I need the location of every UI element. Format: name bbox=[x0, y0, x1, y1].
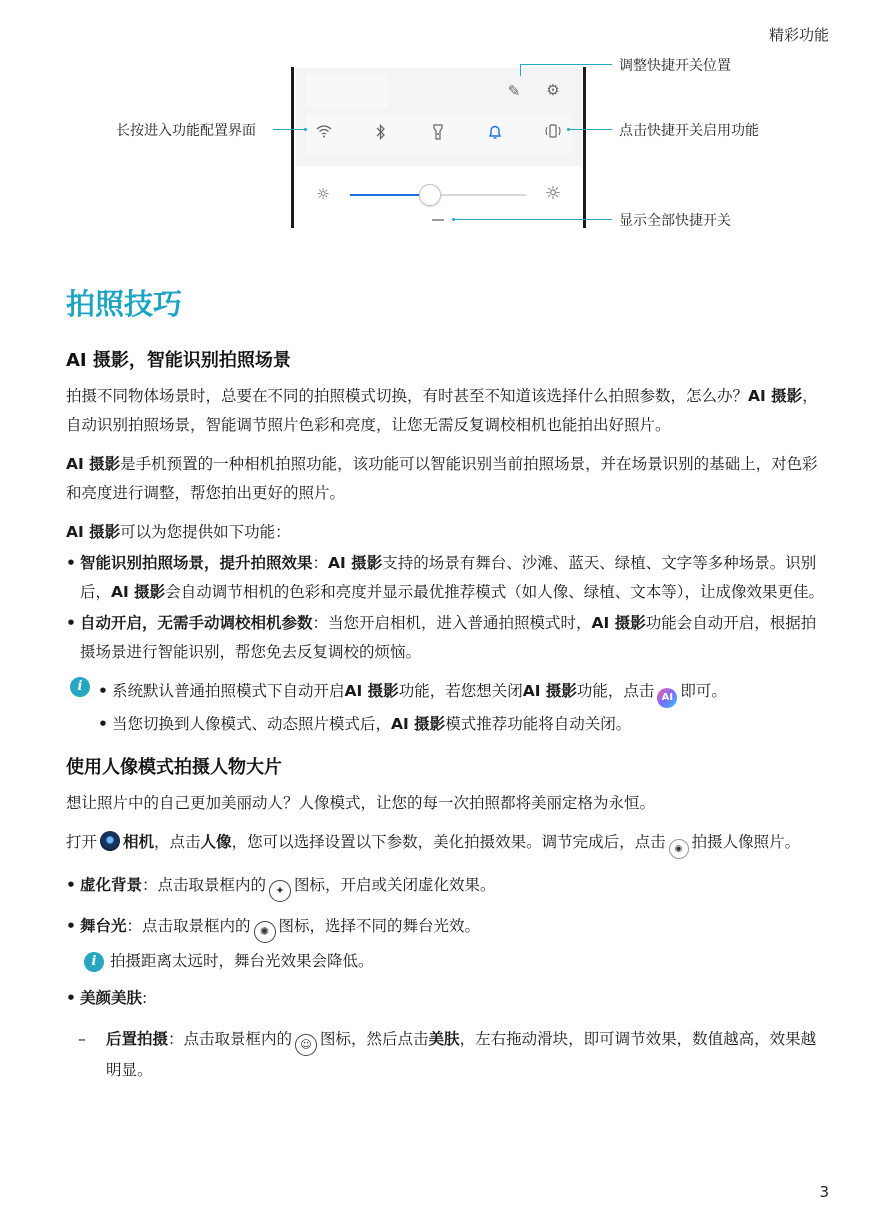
gear-icon[interactable]: ⚙ bbox=[546, 81, 560, 99]
callout-line bbox=[455, 219, 612, 220]
rear-camera-item: – 后置拍摄：点击取景框内的 ☺ 图标，然后点击美肤，左右拖动滑块，即可调节效果，数值越高，效果越明显。 bbox=[66, 1025, 826, 1085]
stage-light-note bbox=[66, 947, 826, 976]
portrait-paragraph-2: 打开 相机，点击人像，您可以选择设置以下参数，美化拍摄效果。调节完成后，点击 ◉ 拍摄人像照片。 bbox=[66, 828, 826, 859]
bell-icon[interactable] bbox=[484, 124, 506, 143]
list-item: • 美颜美肤: bbox=[66, 984, 826, 1013]
brightness-slider[interactable] bbox=[350, 194, 526, 196]
quick-settings-panel bbox=[296, 68, 582, 228]
stage-light-icon[interactable]: ✺ bbox=[254, 921, 276, 943]
callout-tap-enable: 点击快捷开关启用功能 bbox=[619, 123, 759, 139]
info-icon: i bbox=[84, 952, 104, 972]
callout-line bbox=[570, 129, 612, 130]
brightness-high-icon: ☼ bbox=[544, 183, 562, 204]
list-item: • 智能识别拍照场景，提升拍照效果：AI 摄影支持的场景有舞台、沙滩、蓝天、绿植、文字等多种场景。识别后，AI 摄影会自动调节相机的色彩和亮度并显示最优推荐模式（如人像、绿植、文本等），让成像效果更佳。 bbox=[66, 549, 826, 607]
quick-settings-figure bbox=[0, 0, 869, 240]
phone-right-edge bbox=[583, 67, 586, 228]
aperture-icon[interactable]: ✦ bbox=[269, 880, 291, 902]
callout-dot bbox=[304, 128, 307, 131]
beauty-list bbox=[66, 984, 826, 1013]
expand-handle[interactable] bbox=[432, 219, 444, 221]
list-item: • 系统默认普通拍照模式下自动开启AI 摄影功能，若您想关闭AI 摄影功能，点击 AI 即可。 bbox=[98, 677, 826, 708]
list-item: • 舞台光：点击取景框内的 ✺ 图标，选择不同的舞台光效。 bbox=[66, 912, 826, 943]
stage-light-note-text: 拍摄距离太远时，舞台光效果会降低。 bbox=[110, 952, 374, 970]
portrait-paragraph-1: 想让照片中的自己更加美丽动人？人像模式，让您的每一次拍照都将美丽定格为永恒。 bbox=[66, 794, 656, 812]
callout-show-all: 显示全部快捷开关 bbox=[619, 213, 731, 229]
callout-line bbox=[520, 64, 521, 76]
edit-icon[interactable]: ✎ bbox=[507, 82, 521, 100]
beauty-icon[interactable]: ☺ bbox=[295, 1034, 317, 1056]
ai-paragraph-1: 拍摄不同物体场景时，总要在不同的拍照模式切换，有时甚至不知道该选择什么拍照参数，怎么办？AI 摄影，自动识别拍照场景，智能调节照片色彩和亮度，让您无需反复调校相机也能拍出好照片。 bbox=[66, 387, 818, 434]
list-item: • 虚化背景：点击取景框内的 ✦ 图标，开启或关闭虚化效果。 bbox=[66, 871, 826, 902]
callout-adjust-position: 调整快捷开关位置 bbox=[619, 58, 731, 74]
dash-bullet: – bbox=[78, 1030, 86, 1048]
list-item: • 自动开启，无需手动调校相机参数：当您开启相机，进入普通拍照模式时，AI 摄影功能会自动开启，根据拍摄场景进行智能识别，帮您免去反复调校的烦恼。 bbox=[66, 609, 826, 667]
page-number: 3 bbox=[819, 1183, 829, 1201]
flashlight-icon[interactable] bbox=[427, 124, 449, 143]
ai-paragraph-3: AI 摄影可以为您提供如下功能： bbox=[66, 523, 291, 541]
wifi-icon[interactable] bbox=[313, 124, 335, 141]
callout-line bbox=[273, 129, 305, 130]
phone-left-edge bbox=[291, 67, 294, 228]
section-title: 拍照技巧 bbox=[66, 287, 183, 321]
ai-heading: AI 摄影，智能识别拍照场景 bbox=[66, 350, 291, 371]
ai-feature-list bbox=[66, 549, 826, 667]
callout-long-press: 长按进入功能配置界面 bbox=[116, 123, 256, 139]
ai-mode-icon[interactable]: AI bbox=[657, 688, 677, 708]
brightness-slider-thumb[interactable] bbox=[419, 184, 441, 206]
panel-top-area bbox=[306, 74, 388, 108]
brightness-slider-fill bbox=[350, 194, 429, 196]
camera-app-icon[interactable] bbox=[100, 831, 120, 851]
bluetooth-icon[interactable] bbox=[370, 124, 392, 143]
portrait-options-list bbox=[66, 871, 826, 943]
callout-line bbox=[520, 64, 612, 65]
main-content bbox=[66, 284, 826, 1085]
ai-note bbox=[66, 677, 826, 739]
list-item: • 当您切换到人像模式、动态照片模式后，AI 摄影模式推荐功能将自动关闭。 bbox=[98, 710, 826, 739]
vibrate-icon[interactable] bbox=[542, 124, 564, 141]
info-icon: i bbox=[70, 677, 90, 697]
brightness-low-icon: ☼ bbox=[316, 185, 330, 203]
shutter-icon[interactable]: ◉ bbox=[669, 839, 689, 859]
ai-paragraph-2: AI 摄影是手机预置的一种相机拍照功能，该功能可以智能识别当前拍照场景，并在场景识别的基础上，对色彩和亮度进行调整，帮您拍出更好的照片。 bbox=[66, 455, 818, 502]
note-list bbox=[98, 677, 826, 739]
portrait-heading: 使用人像模式拍摄人物大片 bbox=[66, 757, 282, 778]
running-header: 精彩功能 bbox=[768, 26, 829, 44]
